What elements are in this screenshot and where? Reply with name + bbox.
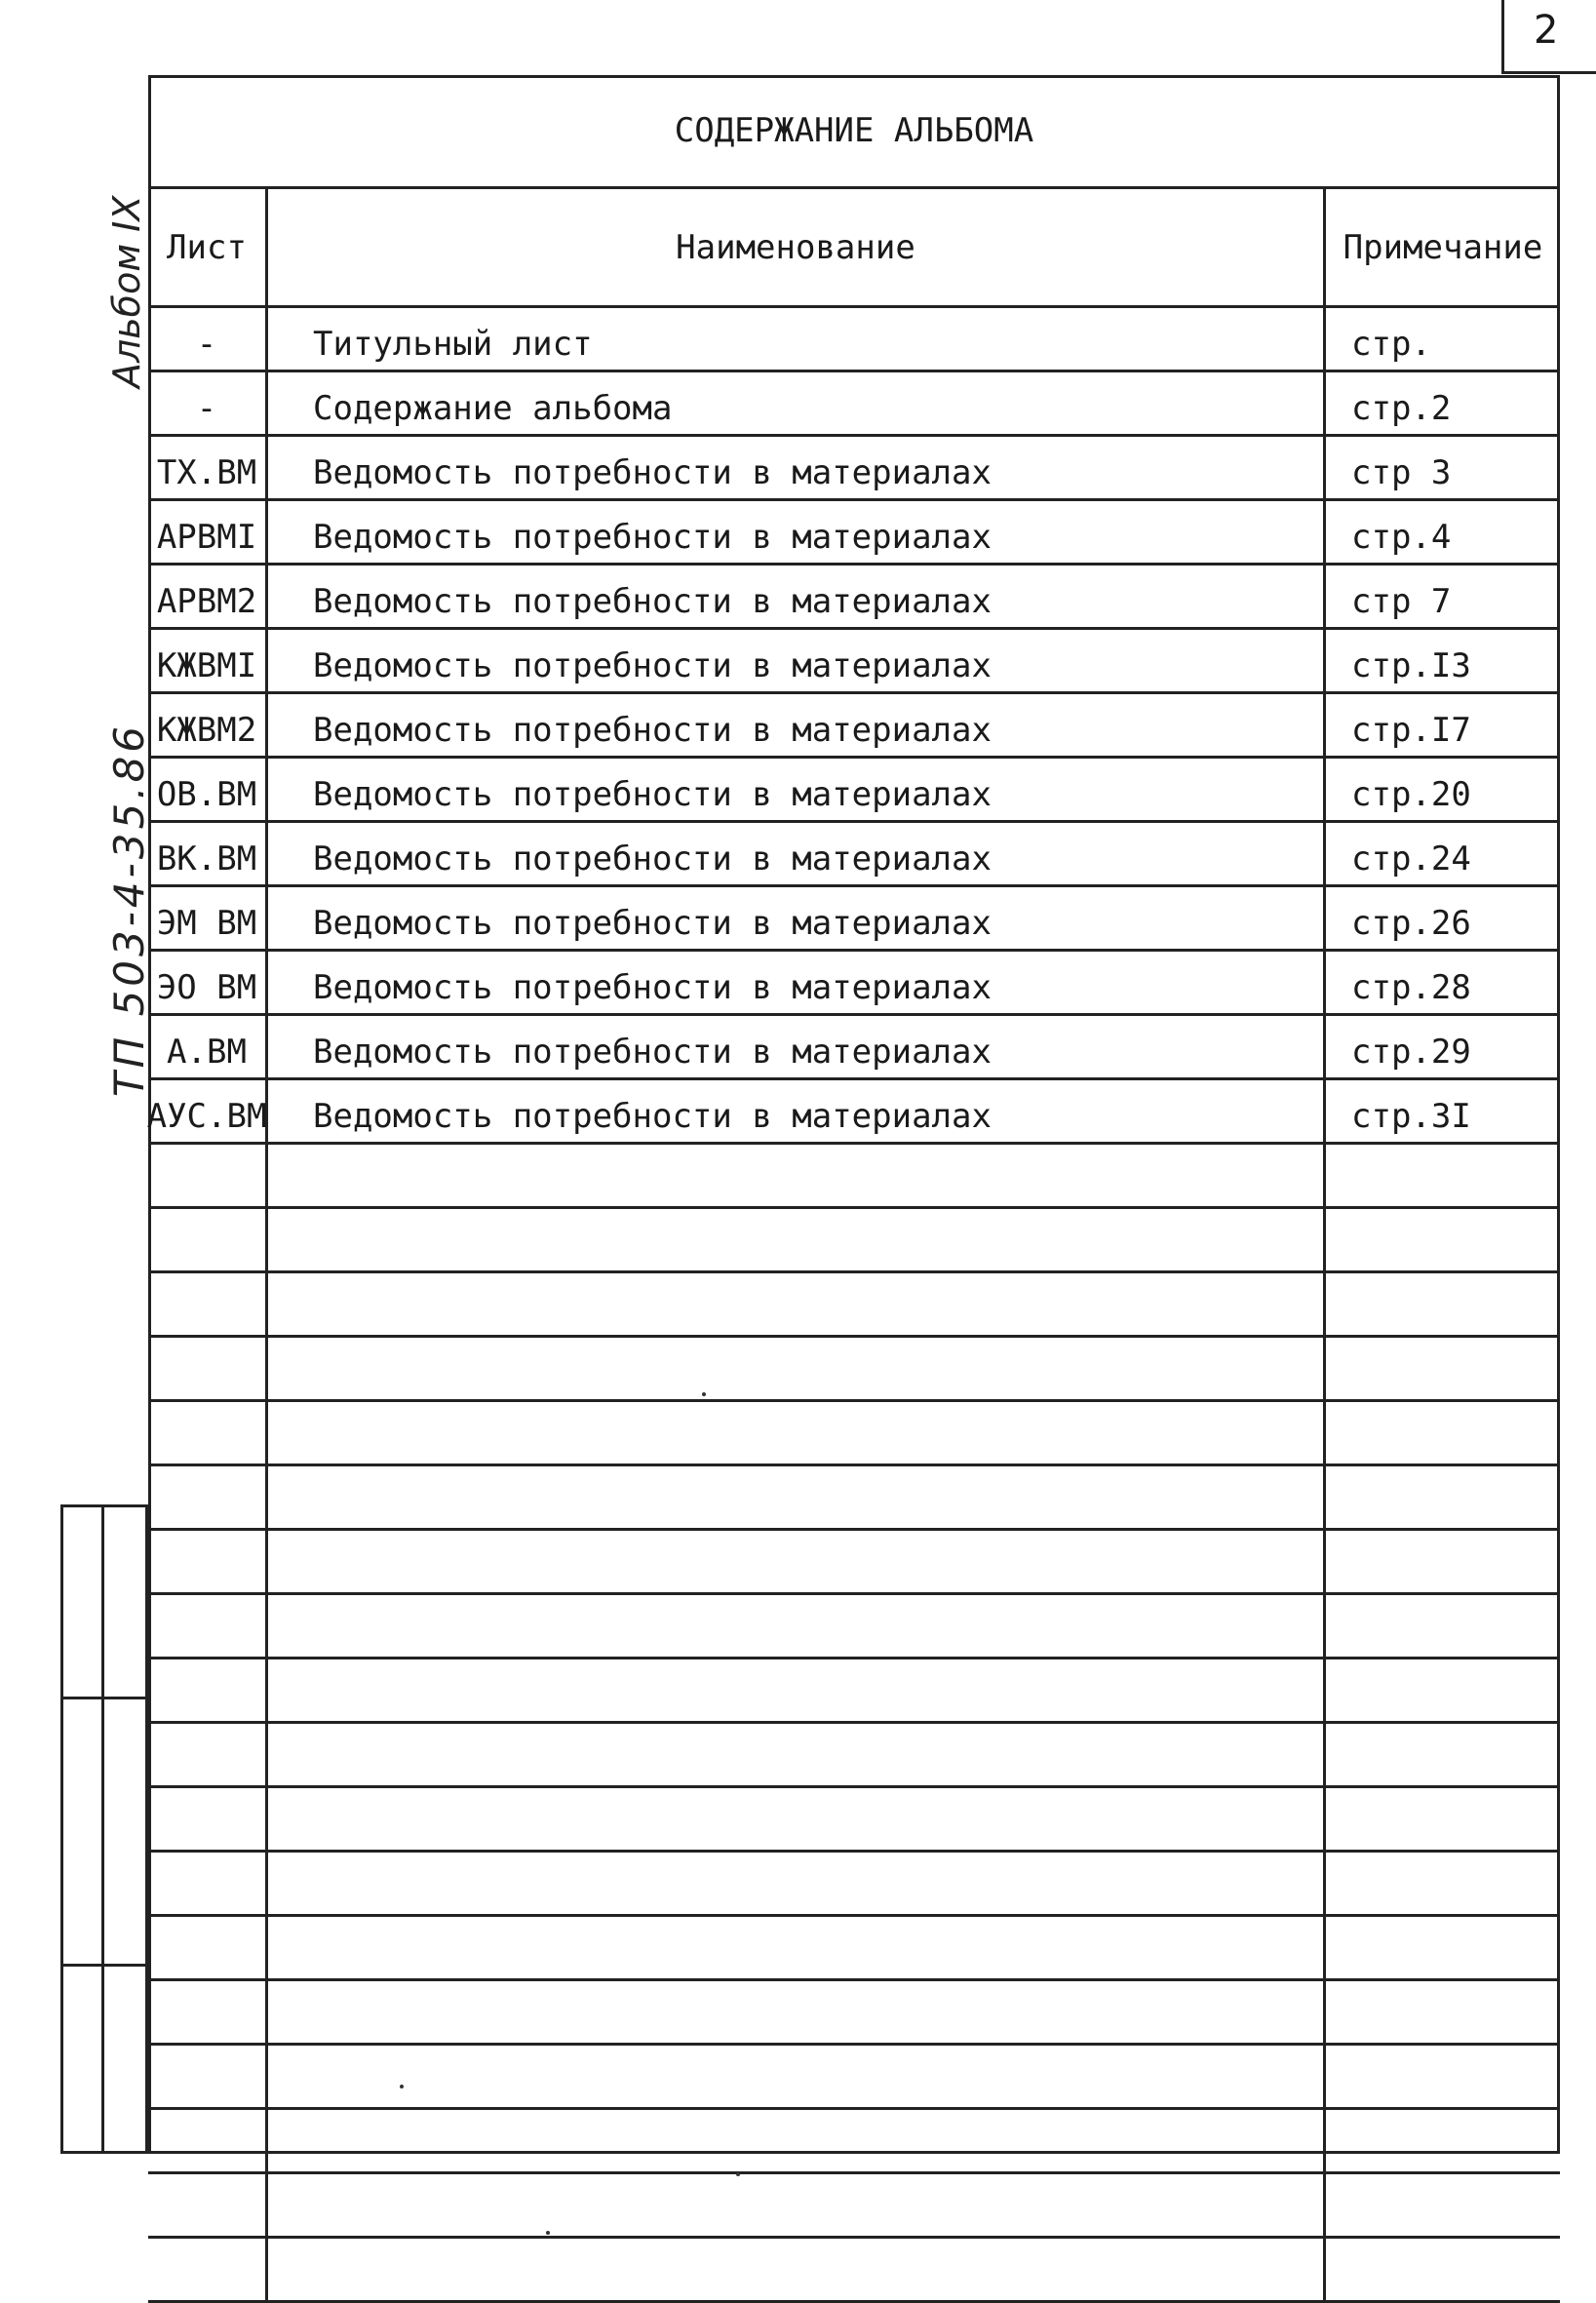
cell-name: Ведомость потребности в материалах <box>265 630 1323 691</box>
header-name: Наименование <box>265 189 1323 305</box>
cell-note: стр.24 <box>1323 823 1560 884</box>
empty-cell-note <box>1323 1209 1560 1270</box>
empty-cell-sheet <box>148 2239 265 2300</box>
table-row <box>148 952 1560 1016</box>
empty-cell-note <box>1323 1338 1560 1399</box>
cell-note: стр.I7 <box>1323 694 1560 756</box>
cell-sheet: АУС.ВМ <box>146 1097 267 1136</box>
empty-table-row <box>148 1659 1560 1724</box>
cell-note: стр.3I <box>1323 1080 1560 1142</box>
empty-table-row <box>148 1917 1560 1981</box>
empty-cell-sheet <box>148 1595 265 1657</box>
cell-note: стр. <box>1323 308 1560 370</box>
empty-table-row <box>148 1209 1560 1273</box>
empty-table-row <box>148 1724 1560 1788</box>
empty-cell-name <box>265 1209 1323 1270</box>
empty-cell-sheet <box>148 2110 265 2171</box>
empty-cell-note <box>1323 1853 1560 1914</box>
cell-name: Ведомость потребности в материалах <box>265 437 1323 498</box>
empty-cell-name <box>265 2239 1323 2300</box>
cell-note: стр.28 <box>1323 952 1560 1013</box>
cell-note: стр 7 <box>1323 566 1560 627</box>
empty-cell-sheet <box>148 1853 265 1914</box>
cell-name: Ведомость потребности в материалах <box>265 759 1323 820</box>
empty-cell-sheet <box>148 1338 265 1399</box>
empty-table-row <box>148 1981 1560 2046</box>
cell-sheet: ЭМ ВМ <box>156 904 257 943</box>
cell-name: Ведомость потребности в материалах <box>265 694 1323 756</box>
empty-cell-name <box>265 1659 1323 1721</box>
empty-cell-sheet <box>148 1659 265 1721</box>
empty-cell-note <box>1323 1273 1560 1335</box>
empty-cell-note <box>1323 1531 1560 1592</box>
cell-sheet: ЭО ВМ <box>156 968 257 1007</box>
cell-name: Ведомость потребности в материалах <box>265 887 1323 949</box>
scan-speck <box>546 2231 550 2235</box>
cell-sheet: КЖВМ2 <box>156 711 257 750</box>
cell-sheet: АРВМ2 <box>156 582 257 621</box>
cell-name: Ведомость потребности в материалах <box>265 566 1323 627</box>
empty-table-row <box>148 1853 1560 1917</box>
cell-name: Ведомость потребности в материалах <box>265 952 1323 1013</box>
table-row <box>148 694 1560 759</box>
empty-cell-name <box>265 2046 1323 2107</box>
empty-table-row <box>148 2110 1560 2174</box>
empty-cell-note <box>1323 1659 1560 1721</box>
empty-table-row <box>148 1466 1560 1531</box>
table-row <box>148 437 1560 501</box>
empty-cell-sheet <box>148 1724 265 1785</box>
empty-table-row <box>148 1338 1560 1402</box>
album-label: Альбом IX <box>105 195 148 388</box>
empty-table-row <box>148 2239 1560 2303</box>
cell-name: Ведомость потребности в материалах <box>265 823 1323 884</box>
cell-sheet: - <box>196 389 217 428</box>
empty-table-row <box>148 1595 1560 1659</box>
table-row <box>148 823 1560 887</box>
table-row <box>148 887 1560 952</box>
stamp-cell <box>60 1697 104 1967</box>
empty-cell-note <box>1323 2110 1560 2171</box>
header-sheet: Лист <box>167 227 247 267</box>
empty-cell-note <box>1323 1402 1560 1464</box>
table-row <box>148 566 1560 630</box>
scan-speck <box>736 2172 740 2176</box>
empty-cell-name <box>265 1724 1323 1785</box>
table-row <box>148 630 1560 694</box>
empty-cell-note <box>1323 1145 1560 1206</box>
empty-cell-name <box>265 2110 1323 2171</box>
empty-cell-sheet <box>148 1917 265 1978</box>
empty-cell-sheet <box>148 1145 265 1206</box>
cell-note: стр.20 <box>1323 759 1560 820</box>
cell-name: Титульный лист <box>265 308 1323 370</box>
empty-cell-sheet <box>148 1981 265 2043</box>
empty-cell-name <box>265 1788 1323 1850</box>
empty-cell-note <box>1323 2046 1560 2107</box>
cell-sheet: ВК.ВМ <box>156 839 257 878</box>
table-row <box>148 372 1560 437</box>
stamp-cell <box>101 1697 148 1967</box>
page-number-box <box>1501 0 1596 74</box>
stamp-cell <box>101 1504 148 1699</box>
scan-speck <box>400 2085 404 2088</box>
empty-cell-sheet <box>148 2174 265 2236</box>
stamp-block <box>60 1504 148 2154</box>
empty-cell-sheet <box>148 1466 265 1528</box>
cell-sheet: - <box>196 325 217 364</box>
empty-cell-name <box>265 2174 1323 2236</box>
empty-cell-note <box>1323 1724 1560 1785</box>
empty-cell-name <box>265 1981 1323 2043</box>
stamp-cell <box>60 1964 104 2154</box>
cell-note: стр.29 <box>1323 1016 1560 1077</box>
empty-table-row <box>148 1402 1560 1466</box>
empty-cell-name <box>265 1595 1323 1657</box>
scan-speck <box>702 1392 706 1396</box>
cell-sheet: АРВМI <box>156 518 257 557</box>
empty-cell-note <box>1323 1595 1560 1657</box>
cell-note: стр.4 <box>1323 501 1560 563</box>
table-body <box>148 308 1560 2303</box>
page-number: 2 <box>1534 8 1559 53</box>
empty-cell-sheet <box>148 1788 265 1850</box>
table-header-row <box>148 189 1560 308</box>
cell-note: стр.I3 <box>1323 630 1560 691</box>
empty-cell-name <box>265 1338 1323 1399</box>
header-note: Примечание <box>1323 189 1560 305</box>
empty-table-row <box>148 2046 1560 2110</box>
cell-name: Ведомость потребности в материалах <box>265 1016 1323 1077</box>
empty-cell-name <box>265 1402 1323 1464</box>
empty-cell-sheet <box>148 1273 265 1335</box>
empty-cell-name <box>265 1273 1323 1335</box>
table-row <box>148 1080 1560 1145</box>
empty-cell-note <box>1323 2174 1560 2236</box>
cell-sheet: А.ВМ <box>167 1033 247 1072</box>
empty-cell-name <box>265 1531 1323 1592</box>
empty-cell-sheet <box>148 1209 265 1270</box>
cell-name: Ведомость потребности в материалах <box>265 1080 1323 1142</box>
cell-sheet: КЖВМI <box>156 646 257 685</box>
cell-note: стр 3 <box>1323 437 1560 498</box>
empty-cell-note <box>1323 1466 1560 1528</box>
empty-table-row <box>148 1273 1560 1338</box>
stamp-cell <box>101 1964 148 2154</box>
empty-cell-note <box>1323 1917 1560 1978</box>
cell-sheet: ОВ.ВМ <box>156 775 257 814</box>
cell-sheet: ТХ.ВМ <box>156 453 257 492</box>
stamp-cell <box>60 1504 104 1699</box>
contents-table <box>148 189 1560 2303</box>
empty-cell-name <box>265 1917 1323 1978</box>
empty-cell-note <box>1323 1788 1560 1850</box>
empty-table-row <box>148 1145 1560 1209</box>
empty-cell-name <box>265 1466 1323 1528</box>
empty-cell-sheet <box>148 2046 265 2107</box>
cell-name: Содержание альбома <box>265 372 1323 434</box>
cell-note: стр.2 <box>1323 372 1560 434</box>
empty-cell-note <box>1323 2239 1560 2300</box>
document-code-label: ТП 503-4-35.86 <box>105 722 153 1097</box>
empty-cell-name <box>265 1853 1323 1914</box>
cell-note: стр.26 <box>1323 887 1560 949</box>
empty-cell-note <box>1323 1981 1560 2043</box>
cell-name: Ведомость потребности в материалах <box>265 501 1323 563</box>
album-title <box>148 75 1560 189</box>
empty-table-row <box>148 1531 1560 1595</box>
empty-table-row <box>148 2174 1560 2239</box>
table-row <box>148 1016 1560 1080</box>
empty-cell-sheet <box>148 1402 265 1464</box>
table-row <box>148 308 1560 372</box>
empty-cell-name <box>265 1145 1323 1206</box>
empty-cell-sheet <box>148 1531 265 1592</box>
album-title-text: СОДЕРЖАНИЕ АЛЬБОМА <box>674 111 1034 150</box>
empty-table-row <box>148 1788 1560 1853</box>
table-row <box>148 501 1560 566</box>
table-row <box>148 759 1560 823</box>
